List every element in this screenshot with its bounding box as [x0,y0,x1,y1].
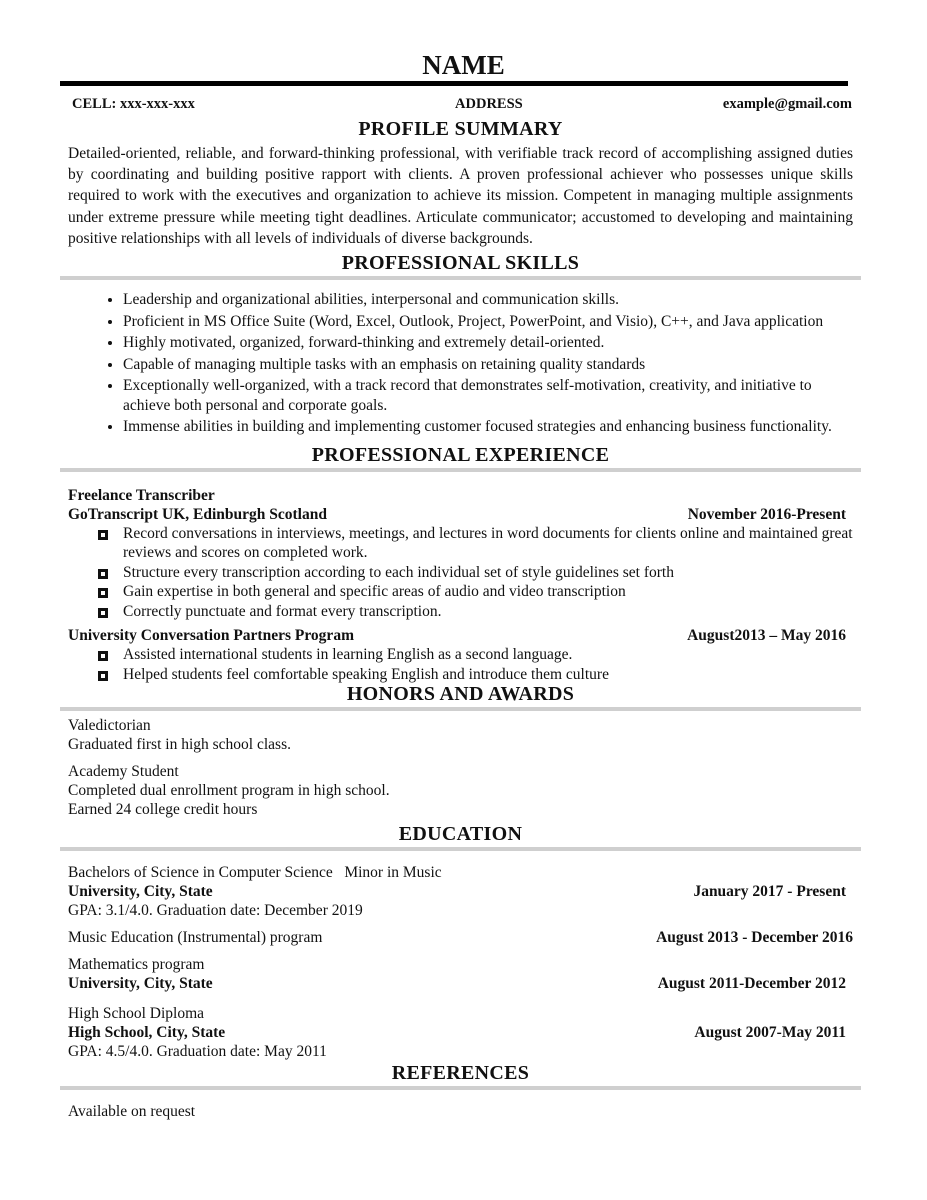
job-duties [68,524,853,622]
edu-dates: August 2011-December 2012 [657,975,846,993]
job-org: GoTranscript UK, Edinburgh Scotland [68,505,327,523]
section-heading: PROFESSIONAL SKILLS [341,252,580,275]
job-header [68,626,853,645]
edu-note: GPA: 3.1/4.0. Graduation date: December 2019 [68,902,363,920]
job-org: University Conversation Partners Program [68,627,354,645]
school: University, City, State [68,975,213,993]
edu-dates: January 2017 - Present [693,883,846,901]
list-item: Record conversations in interviews, meetings, and lectures in word documents for clients online and maintained great reviews and scores on completed work. [123,524,853,562]
profile-summary-text: Detailed-oriented, reliable, and forward-thinking professional, with verifiable track record of accomplishing assigned duties by coordinating and building positive rapport with clients. A proven professional achiever who possesses unique skills required to work with the executives and organization to achieve its mission. Competent in managing multiple assignments under extreme pressure while meeting tight deadlines. Articulate communicator; accustomed to developing and maintaining positive relationships with all levels of individuals of diverse backgrounds. [68,145,853,247]
job-duties [68,645,853,684]
award-detail: Completed dual enrollment program in high school. [68,782,390,800]
header-divider [60,81,848,86]
degree: Mathematics program [68,956,205,974]
list-item: • Exceptionally well-organized, with a track record that demonstrates self-motivation, creativity, and initiative to achieve both personal and corporate goals. [123,376,853,415]
edu-dates: August 2013 - December 2016 [656,929,853,947]
school-row [68,1023,853,1042]
award-detail: Earned 24 college credit hours [68,801,258,819]
section-heading: EDUCATION [398,823,523,846]
resume-body [68,117,853,1121]
cell-number: CELL: xxx-xxx-xxx [72,96,195,112]
list-item: • Immense abilities in building and implementing customer focused strategies and enhancing business functionality. [123,417,853,437]
degree: High School Diploma [68,1005,205,1023]
list-item: • Highly motivated, organized, forward-thinking and extremely detail-oriented. [123,333,853,353]
honors-section [68,682,853,819]
list-item: • Capable of managing multiple tasks with an emphasis on retaining quality standards [123,355,853,375]
list-item: Correctly punctuate and format every transcription. [123,602,853,622]
experience-section [68,443,853,685]
contact-row [72,96,852,113]
section-heading: PROFESSIONAL EXPERIENCE [311,443,610,466]
list-item: • Leadership and organizational abilities, interpersonal and communication skills. [123,290,853,310]
list-item: Assisted international students in learning English as a second language. [123,645,853,665]
references-text: Available on request [68,1103,196,1121]
list-item: Structure every transcription according to each individual set of style guidelines set forth [123,563,853,583]
email: example@gmail.com [722,96,852,112]
section-heading: REFERENCES [391,1062,530,1085]
degree-row [68,928,853,947]
section-heading: HONORS AND AWARDS [346,683,575,706]
edu-dates: August 2007-May 2011 [694,1024,846,1042]
list-item: • Proficient in MS Office Suite (Word, Excel, Outlook, Project, PowerPoint, and Visio), C++, and Java application [123,312,853,332]
job-header [68,505,853,524]
school-row [68,974,853,993]
section-heading: PROFILE SUMMARY [358,118,563,140]
address: ADDRESS [455,96,523,112]
school-row [68,882,853,901]
candidate-name: NAME [422,50,505,80]
edu-note: GPA: 4.5/4.0. Graduation date: May 2011 [68,1043,327,1061]
education-section [68,822,853,1061]
list-item: Gain expertise in both general and specific areas of audio and video transcription [123,582,853,602]
award-name: Valedictorian [68,717,151,735]
job-role: Freelance Transcriber [68,486,215,504]
profile-summary-section [68,117,853,249]
degree: Music Education (Instrumental) program [68,929,323,947]
skills-section [68,251,853,437]
skills-list [68,290,853,437]
section-divider [60,276,861,280]
references-section [68,1061,853,1121]
degree: Bachelors of Science in Computer Science Minor in Music [68,864,442,882]
school: University, City, State [68,883,213,901]
award-name: Academy Student [68,763,179,781]
award-detail: Graduated first in high school class. [68,736,291,754]
job-dates: November 2016-Present [687,505,846,523]
school: High School, City, State [68,1024,226,1042]
list-item: Helped students feel comfortable speaking English and introduce them culture [123,665,853,685]
job-dates: August2013 – May 2016 [687,627,846,645]
